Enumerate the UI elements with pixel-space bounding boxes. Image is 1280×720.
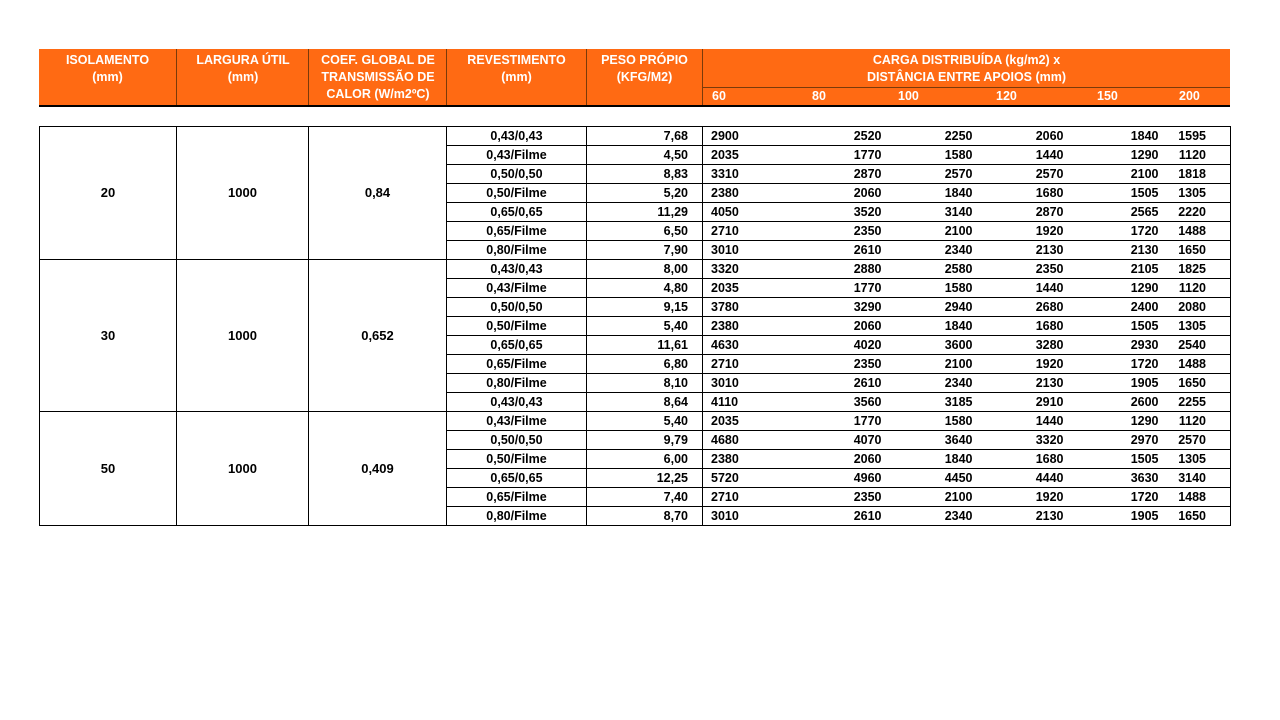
load-cell: 2710	[703, 488, 794, 507]
header-revestimento-line1: REVESTIMENTO	[467, 53, 566, 67]
load-cell: 2060	[794, 184, 886, 203]
peso-cell: 5,40	[587, 317, 703, 336]
header-subdivider	[702, 87, 1230, 88]
load-cell: 1488	[1163, 355, 1231, 374]
revestimento-cell: 0,80/Filme	[447, 241, 587, 260]
load-cell: 2940	[886, 298, 977, 317]
load-cell: 2220	[1163, 203, 1231, 222]
header-coef	[309, 49, 447, 105]
revestimento-cell: 0,43/0,43	[447, 260, 587, 279]
header-carga	[703, 49, 1230, 105]
table-row	[40, 260, 1231, 279]
isolamento-cell: 50	[40, 412, 177, 526]
header-revestimento	[447, 49, 586, 105]
load-cell: 2035	[703, 279, 794, 298]
load-cell: 1290	[1068, 146, 1163, 165]
peso-cell: 4,50	[587, 146, 703, 165]
distance-150: 150	[1097, 89, 1118, 103]
load-cell: 1650	[1163, 241, 1231, 260]
header-coef-line3: CALOR (W/m2ºC)	[326, 87, 430, 101]
header-isolamento-line1: ISOLAMENTO	[65, 53, 150, 67]
load-cell: 1505	[1068, 184, 1163, 203]
load-cell: 2400	[1068, 298, 1163, 317]
load-cell: 2930	[1068, 336, 1163, 355]
header-peso-line2: (KFG/M2)	[616, 70, 673, 84]
load-cell: 1580	[886, 412, 977, 431]
load-cell: 2130	[1068, 241, 1163, 260]
load-cell: 3320	[977, 431, 1068, 450]
load-cell: 2380	[703, 450, 794, 469]
load-cell: 1290	[1068, 412, 1163, 431]
peso-cell: 6,80	[587, 355, 703, 374]
load-cell: 1305	[1163, 184, 1231, 203]
distance-120: 120	[996, 89, 1017, 103]
peso-cell: 8,00	[587, 260, 703, 279]
load-cell: 2100	[886, 355, 977, 374]
load-cell: 1595	[1163, 127, 1231, 146]
load-cell: 2970	[1068, 431, 1163, 450]
coef-cell: 0,652	[309, 260, 447, 412]
load-cell: 2060	[794, 317, 886, 336]
revestimento-cell: 0,50/Filme	[447, 450, 587, 469]
load-cell: 3320	[703, 260, 794, 279]
load-cell: 2710	[703, 222, 794, 241]
revestimento-cell: 0,43/0,43	[447, 393, 587, 412]
table-row	[40, 127, 1231, 146]
load-cell: 2870	[977, 203, 1068, 222]
load-cell: 2350	[794, 488, 886, 507]
header-coef-line2: TRANSMISSÃO DE	[321, 70, 435, 84]
load-cell: 1650	[1163, 507, 1231, 526]
load-cell: 3010	[703, 374, 794, 393]
load-cell: 2610	[794, 507, 886, 526]
load-cell: 1840	[886, 317, 977, 336]
load-cell: 4960	[794, 469, 886, 488]
load-cell: 1720	[1068, 222, 1163, 241]
peso-cell: 8,83	[587, 165, 703, 184]
load-cell: 1305	[1163, 450, 1231, 469]
load-cell: 1440	[977, 412, 1068, 431]
load-cell: 2100	[886, 488, 977, 507]
load-cell: 2570	[1163, 431, 1231, 450]
load-cell: 3140	[886, 203, 977, 222]
header-coef-line1: COEF. GLOBAL DE	[321, 53, 435, 67]
peso-cell: 12,25	[587, 469, 703, 488]
revestimento-cell: 0,65/0,65	[447, 336, 587, 355]
load-cell: 1770	[794, 412, 886, 431]
load-cell: 2570	[977, 165, 1068, 184]
load-cell: 2340	[886, 507, 977, 526]
header-largura-line1: LARGURA ÚTIL	[196, 53, 290, 67]
load-cell: 2035	[703, 146, 794, 165]
load-cell: 2100	[1068, 165, 1163, 184]
load-cell: 1840	[1068, 127, 1163, 146]
peso-cell: 8,10	[587, 374, 703, 393]
load-cell: 1505	[1068, 450, 1163, 469]
table-body	[40, 127, 1231, 526]
load-cell: 2080	[1163, 298, 1231, 317]
load-cell: 1440	[977, 146, 1068, 165]
table-header	[39, 49, 1230, 107]
load-cell: 2340	[886, 374, 977, 393]
load-cell: 4440	[977, 469, 1068, 488]
revestimento-cell: 0,50/0,50	[447, 298, 587, 317]
peso-cell: 4,80	[587, 279, 703, 298]
revestimento-cell: 0,80/Filme	[447, 374, 587, 393]
load-cell: 2580	[886, 260, 977, 279]
load-cell: 2340	[886, 241, 977, 260]
header-carga-line1: CARGA DISTRIBUÍDA (kg/m2) x	[872, 53, 1061, 67]
peso-cell: 11,29	[587, 203, 703, 222]
load-cell: 1905	[1068, 507, 1163, 526]
load-cell: 3520	[794, 203, 886, 222]
load-cell: 1920	[977, 355, 1068, 374]
data-table	[39, 126, 1231, 526]
load-cell: 2250	[886, 127, 977, 146]
load-cell: 1650	[1163, 374, 1231, 393]
load-cell: 2060	[977, 127, 1068, 146]
load-cell: 2130	[977, 507, 1068, 526]
revestimento-cell: 0,50/0,50	[447, 431, 587, 450]
peso-cell: 11,61	[587, 336, 703, 355]
load-cell: 4630	[703, 336, 794, 355]
revestimento-cell: 0,65/0,65	[447, 469, 587, 488]
load-cell: 1818	[1163, 165, 1231, 184]
header-largura	[177, 49, 309, 105]
peso-cell: 9,15	[587, 298, 703, 317]
load-cell: 1120	[1163, 279, 1231, 298]
load-cell: 1580	[886, 279, 977, 298]
peso-cell: 8,70	[587, 507, 703, 526]
load-cell: 3560	[794, 393, 886, 412]
header-carga-line2: DISTÂNCIA ENTRE APOIOS (mm)	[866, 70, 1067, 84]
load-cell: 1680	[977, 450, 1068, 469]
load-cell: 3630	[1068, 469, 1163, 488]
header-revestimento-line2: (mm)	[501, 70, 532, 84]
load-cell: 2600	[1068, 393, 1163, 412]
load-cell: 2130	[977, 241, 1068, 260]
load-cell: 2350	[977, 260, 1068, 279]
load-cell: 2520	[794, 127, 886, 146]
revestimento-cell: 0,43/Filme	[447, 279, 587, 298]
coef-cell: 0,84	[309, 127, 447, 260]
load-cell: 3140	[1163, 469, 1231, 488]
load-cell: 2380	[703, 184, 794, 203]
load-cell: 2350	[794, 355, 886, 374]
load-cell: 1488	[1163, 488, 1231, 507]
load-cell: 1120	[1163, 412, 1231, 431]
load-cell: 2610	[794, 374, 886, 393]
load-cell: 3780	[703, 298, 794, 317]
load-cell: 2350	[794, 222, 886, 241]
peso-cell: 7,90	[587, 241, 703, 260]
header-peso	[587, 49, 702, 105]
load-cell: 2565	[1068, 203, 1163, 222]
load-cell: 2100	[886, 222, 977, 241]
peso-cell: 6,50	[587, 222, 703, 241]
load-cell: 1290	[1068, 279, 1163, 298]
distance-100: 100	[898, 89, 919, 103]
revestimento-cell: 0,65/Filme	[447, 355, 587, 374]
load-cell: 1720	[1068, 355, 1163, 374]
load-cell: 1770	[794, 146, 886, 165]
load-cell: 5720	[703, 469, 794, 488]
peso-cell: 5,40	[587, 412, 703, 431]
coef-cell: 0,409	[309, 412, 447, 526]
load-cell: 1440	[977, 279, 1068, 298]
isolamento-cell: 20	[40, 127, 177, 260]
table-row	[40, 412, 1231, 431]
revestimento-cell: 0,50/Filme	[447, 184, 587, 203]
load-cell: 1920	[977, 488, 1068, 507]
load-cell: 1825	[1163, 260, 1231, 279]
header-isolamento-line2: (mm)	[92, 70, 123, 84]
peso-cell: 7,40	[587, 488, 703, 507]
header-peso-line1: PESO PRÓPIO	[601, 53, 688, 67]
load-cell: 2880	[794, 260, 886, 279]
load-cell: 3310	[703, 165, 794, 184]
revestimento-cell: 0,43/Filme	[447, 412, 587, 431]
header-isolamento	[39, 49, 176, 105]
load-cell: 2900	[703, 127, 794, 146]
load-cell: 1720	[1068, 488, 1163, 507]
revestimento-cell: 0,65/Filme	[447, 488, 587, 507]
load-cell: 2130	[977, 374, 1068, 393]
load-cell: 4020	[794, 336, 886, 355]
largura-cell: 1000	[177, 127, 309, 260]
load-cell: 2570	[886, 165, 977, 184]
load-cell: 4070	[794, 431, 886, 450]
peso-cell: 8,64	[587, 393, 703, 412]
load-cell: 3290	[794, 298, 886, 317]
revestimento-cell: 0,43/0,43	[447, 127, 587, 146]
load-cell: 4450	[886, 469, 977, 488]
revestimento-cell: 0,65/Filme	[447, 222, 587, 241]
load-cell: 2870	[794, 165, 886, 184]
load-cell: 4680	[703, 431, 794, 450]
load-cell: 2910	[977, 393, 1068, 412]
load-cell: 4050	[703, 203, 794, 222]
load-cell: 1120	[1163, 146, 1231, 165]
load-cell: 2035	[703, 412, 794, 431]
load-cell: 3600	[886, 336, 977, 355]
largura-cell: 1000	[177, 412, 309, 526]
load-cell: 1488	[1163, 222, 1231, 241]
revestimento-cell: 0,50/0,50	[447, 165, 587, 184]
revestimento-cell: 0,50/Filme	[447, 317, 587, 336]
revestimento-cell: 0,43/Filme	[447, 146, 587, 165]
peso-cell: 6,00	[587, 450, 703, 469]
load-cell: 1840	[886, 184, 977, 203]
load-cell: 3010	[703, 507, 794, 526]
load-cell: 1840	[886, 450, 977, 469]
load-cell: 2380	[703, 317, 794, 336]
load-cell: 3280	[977, 336, 1068, 355]
largura-cell: 1000	[177, 260, 309, 412]
load-cell: 3010	[703, 241, 794, 260]
load-cell: 2610	[794, 241, 886, 260]
distance-80: 80	[812, 89, 826, 103]
load-cell: 3185	[886, 393, 977, 412]
isolamento-cell: 30	[40, 260, 177, 412]
load-cell: 1305	[1163, 317, 1231, 336]
load-cell: 1680	[977, 184, 1068, 203]
load-cell: 1920	[977, 222, 1068, 241]
load-cell: 1905	[1068, 374, 1163, 393]
load-cell: 1580	[886, 146, 977, 165]
distance-200: 200	[1179, 89, 1200, 103]
peso-cell: 7,68	[587, 127, 703, 146]
peso-cell: 9,79	[587, 431, 703, 450]
load-cell: 2255	[1163, 393, 1231, 412]
load-cell: 2680	[977, 298, 1068, 317]
revestimento-cell: 0,65/0,65	[447, 203, 587, 222]
load-cell: 2540	[1163, 336, 1231, 355]
load-cell: 4110	[703, 393, 794, 412]
load-cell: 2710	[703, 355, 794, 374]
load-cell: 2105	[1068, 260, 1163, 279]
distance-60: 60	[712, 89, 726, 103]
load-cell: 1505	[1068, 317, 1163, 336]
revestimento-cell: 0,80/Filme	[447, 507, 587, 526]
load-cell: 2060	[794, 450, 886, 469]
load-cell: 1770	[794, 279, 886, 298]
load-cell: 1680	[977, 317, 1068, 336]
header-largura-line2: (mm)	[227, 70, 259, 84]
load-cell: 3640	[886, 431, 977, 450]
peso-cell: 5,20	[587, 184, 703, 203]
